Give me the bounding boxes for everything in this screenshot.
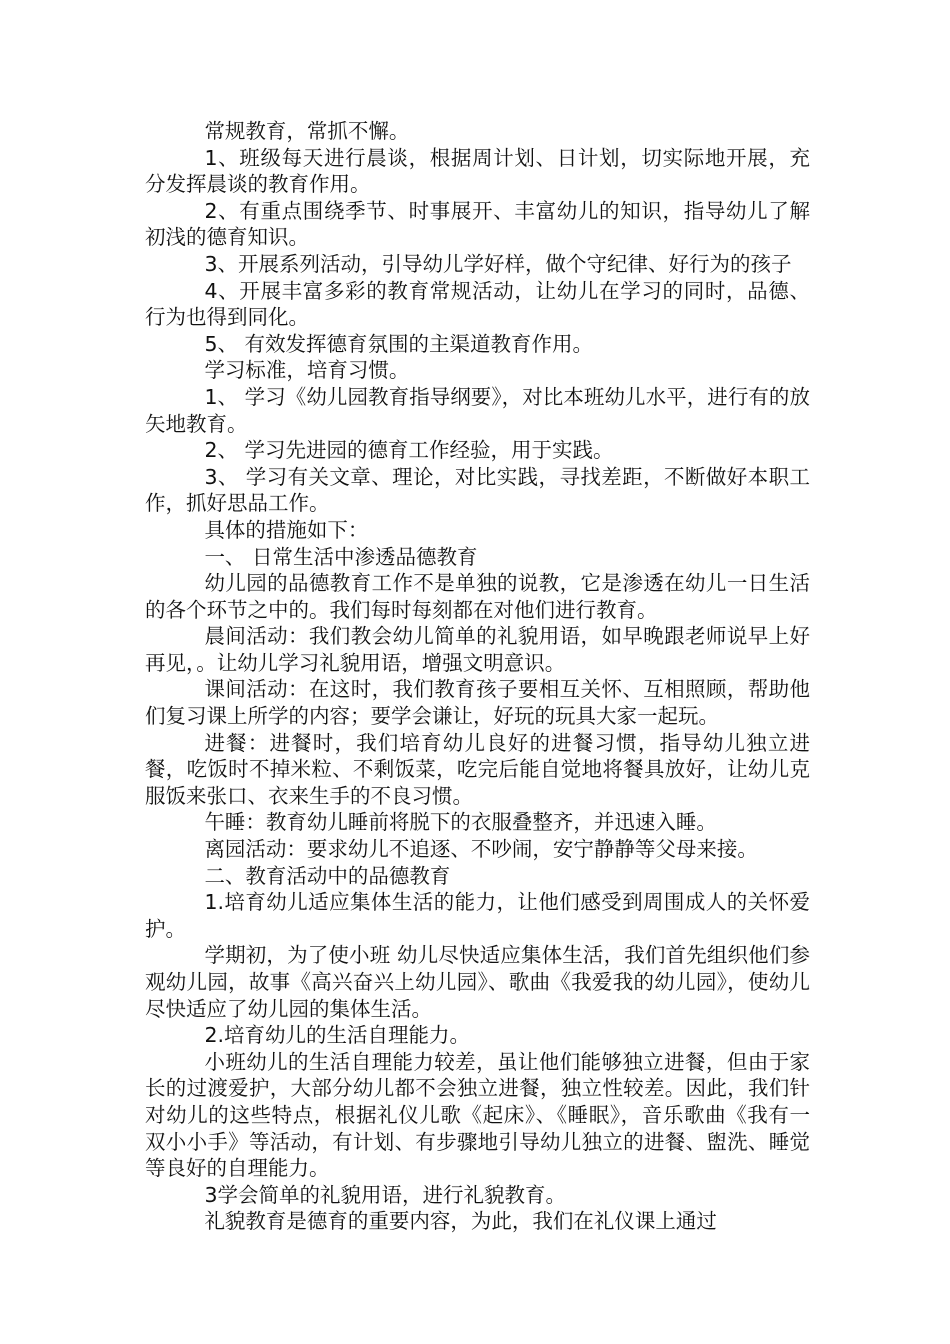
paragraph: 小班幼儿的生活自理能力较差，虽让他们能够独立进餐，但由于家长的过渡爱护，大部分幼儿都不会独立进餐，独立性较差。因此，我们针对幼儿的这些特点，根据礼仪儿歌《起床》、《睡眠》，音乐歌曲《我有一双小小手》等活动，有计划、有步骤地引导幼儿独立的进餐、盥洗、睡觉等良好的自理能力。 <box>145 1049 810 1181</box>
paragraph: 进餐：进餐时，我们培育幼儿良好的进餐习惯，指导幼儿独立进餐，吃饭时不掉米粒、不剩饭菜，吃完后能自觉地将餐具放好，让幼儿克服饭来张口、衣来生手的不良习惯。 <box>145 730 810 808</box>
paragraph: 3学会简单的礼貌用语，进行礼貌教育。 <box>204 1182 566 1207</box>
paragraph: 常规教育，常抓不懈。 <box>204 119 410 143</box>
paragraph: 离园活动：要求幼儿不追逐、不吵闹，安宁静静等父母来接。 <box>204 837 758 862</box>
paragraph: 2.培育幼儿的生活自理能力。 <box>204 1023 470 1048</box>
paragraph: 课间活动：在这时，我们教育孩子要相互关怀、互相照顾，帮助他们复习课上所学的内容；要学会谦让，好玩的玩具大家一起玩。 <box>145 677 810 729</box>
section-heading: 二、教育活动中的品德教育 <box>204 863 451 888</box>
paragraph: 晨间活动：我们教会幼儿简单的礼貌用语，如早晚跟老师说早上好再见，。让幼儿学习礼貌用语，增强文明意识。 <box>145 624 810 675</box>
paragraph: 幼儿园的品德教育工作不是单独的说教，它是渗透在幼儿一日生活的各个环节之中的。我们每时每刻都在对他们进行教育。 <box>145 571 810 622</box>
paragraph: 1、班级每天进行晨谈，根据周计划、日计划，切实际地开展，充分发挥晨谈的教育作用。 <box>145 145 810 197</box>
paragraph: 3、 学习有关文章、理论，对比实践，寻找差距，不断做好本职工作，抓好思品工作。 <box>145 464 810 516</box>
paragraph: 2、有重点围绕季节、时事展开、丰富幼儿的知识，指导幼儿了解初浅的德育知识。 <box>145 198 810 250</box>
paragraph: 3、开展系列活动，引导幼儿学好样，做个守纪律、好行为的孩子 <box>204 251 792 276</box>
paragraph: 具体的措施如下： <box>204 517 369 542</box>
paragraph: 2、 学习先进园的德育工作经验，用于实践。 <box>204 438 614 463</box>
paragraph: 礼貌教育是德育的重要内容，为此，我们在礼仪课上通过 <box>204 1209 717 1234</box>
paragraph: 1.培育幼儿适应集体生活的能力，让他们感受到周围成人的关怀爱护。 <box>145 890 810 941</box>
paragraph: 4、开展丰富多彩的教育常规活动，让幼儿在学习的同时，品德、行为也得到同化。 <box>145 278 810 330</box>
paragraph: 学期初，为了使小班 幼儿尽快适应集体生活，我们首先组织他们参观幼儿园，故事《高兴奋兴上幼儿园》、歌曲《我爱我的幼儿园》，使幼儿尽快适应了幼儿园的集体生活。 <box>145 943 810 1021</box>
section-heading: 一、 日常生活中渗透品德教育 <box>204 544 478 569</box>
paragraph: 5、 有效发挥德育氛围的主渠道教育作用。 <box>204 331 593 356</box>
paragraph: 1、 学习《幼儿园教育指导纲要》，对比本班幼儿水平，进行有的放矢地教育。 <box>145 384 810 436</box>
section-heading: 学习标准，培育习惯。 <box>204 358 410 383</box>
document-page <box>145 118 810 1235</box>
paragraph: 午睡：教育幼儿睡前将脱下的衣服叠整齐，并迅速入睡。 <box>204 810 717 835</box>
